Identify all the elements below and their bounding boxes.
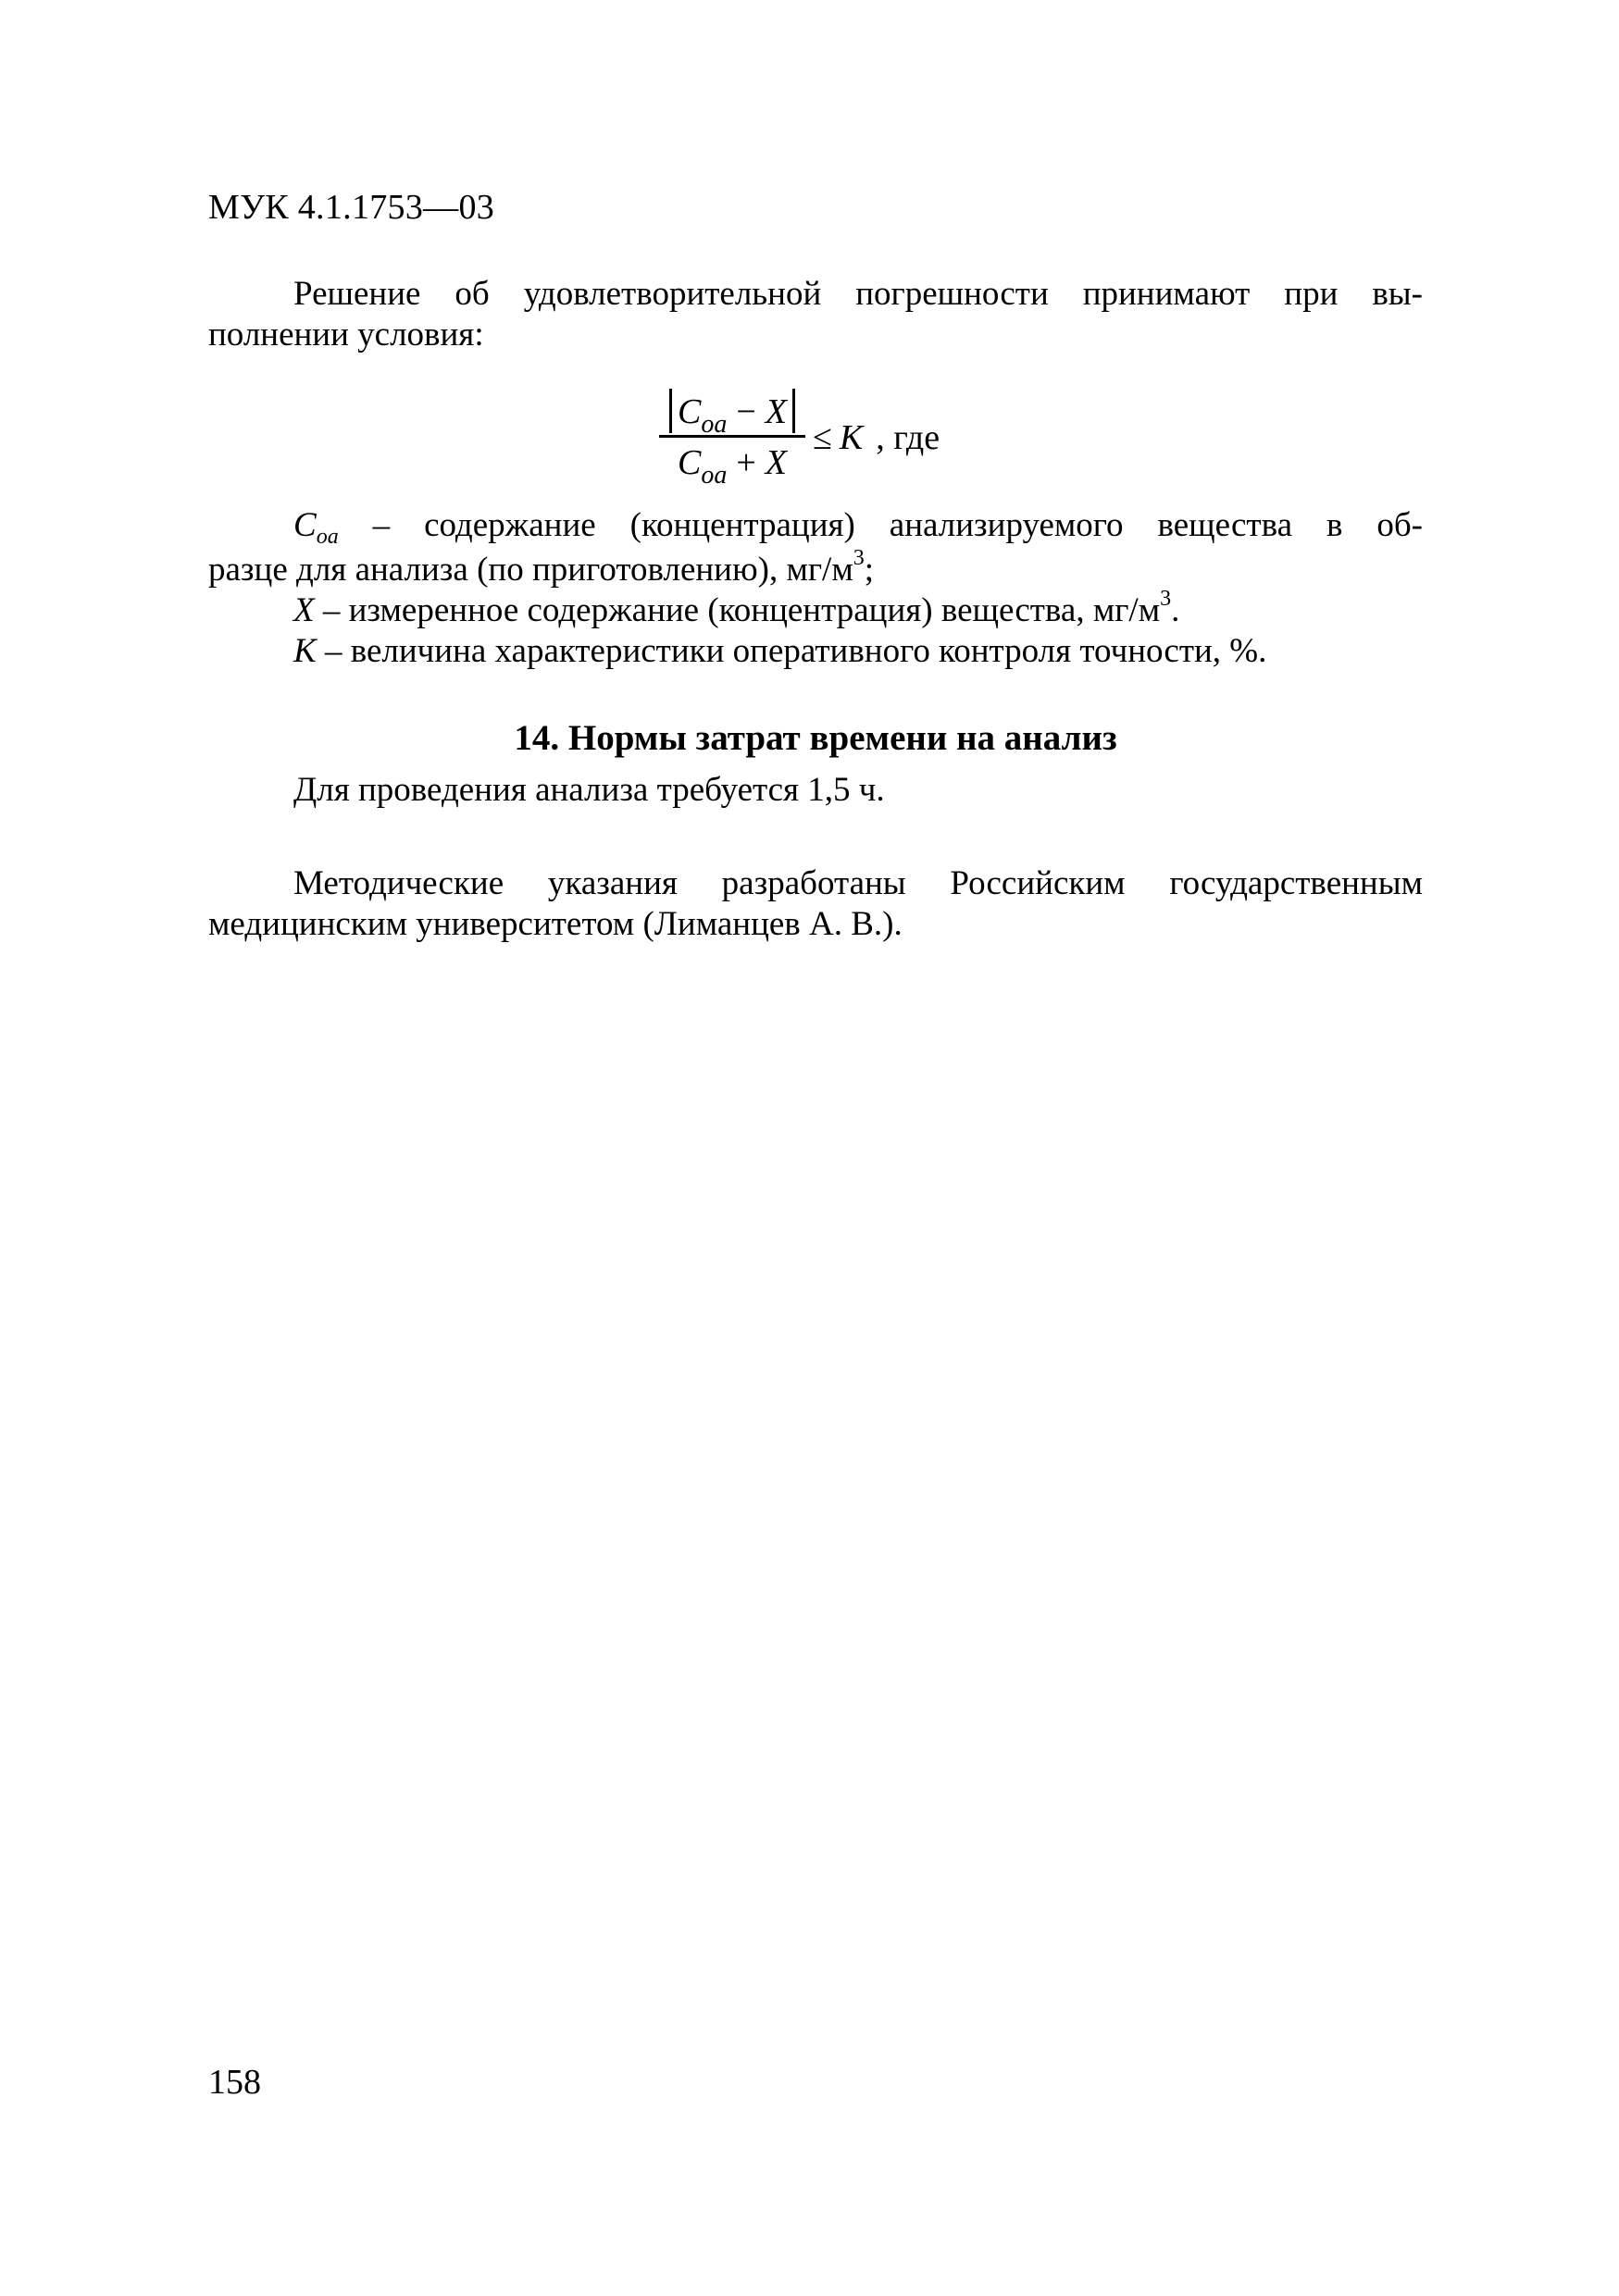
document-code-header: МУК 4.1.1753—03 [208, 188, 495, 227]
definition-text: – величина характеристики оперативного контроля точности, %. [316, 632, 1267, 670]
definition-coa-line-1 [208, 505, 1423, 550]
definition-symbol-x: X [293, 591, 315, 629]
formula-fraction [659, 389, 805, 488]
definition-text: – измеренное содержание (концентрация) вещества, мг/м [314, 591, 1161, 629]
formula-numerator [669, 389, 795, 439]
formula-plus: + [736, 442, 756, 482]
definition-coa-line-2 [208, 545, 1423, 590]
formula-sub-oa: oa [701, 409, 728, 439]
credits-paragraph [208, 863, 1423, 945]
credits-line-2: медицинским университетом (Лиманцев А. В.). [208, 905, 903, 943]
definition-text: разце для анализа (по приготовлению), мг/м [208, 551, 853, 589]
definition-symbol-sub: oa [316, 525, 339, 549]
definition-tail: . [1171, 591, 1180, 629]
formula-leq: ≤ [813, 418, 832, 457]
condition-line-2: полнении условия: [208, 316, 484, 354]
definition-x [208, 586, 1423, 631]
condition-line-1: Решение об удовлетворительной погрешности принимают при вы- [293, 275, 1423, 313]
section-title: 14. Нормы затрат времени на анализ [514, 718, 1117, 758]
definition-k [208, 631, 1423, 672]
formula-denominator [672, 438, 792, 488]
definitions-list [208, 505, 1423, 672]
accuracy-formula [659, 378, 940, 498]
superscript-3: 3 [1160, 586, 1172, 611]
formula-var-x: X [765, 391, 787, 431]
definition-symbol-c: C [293, 506, 317, 544]
definition-symbol-k: K [293, 632, 317, 670]
formula-where: , где [876, 418, 940, 457]
condition-paragraph [208, 274, 1423, 355]
formula-sub-oa: oa [701, 460, 728, 490]
formula-var-k: K [839, 418, 864, 457]
formula-var-c: C [677, 442, 702, 482]
credits-line-1: Методические указания разработаны Российским государственным [293, 864, 1423, 902]
superscript-3: 3 [853, 545, 865, 570]
formula-var-c: C [677, 391, 702, 431]
formula-var-x: X [765, 442, 787, 482]
section-text: Для проведения анализа требуется 1,5 ч. [293, 771, 885, 809]
definition-text: – содержание (концентрация) анализируемого вещества в об- [338, 506, 1423, 544]
page-number: 158 [208, 2063, 261, 2102]
formula-minus: − [736, 391, 756, 431]
definition-tail: ; [864, 551, 875, 589]
